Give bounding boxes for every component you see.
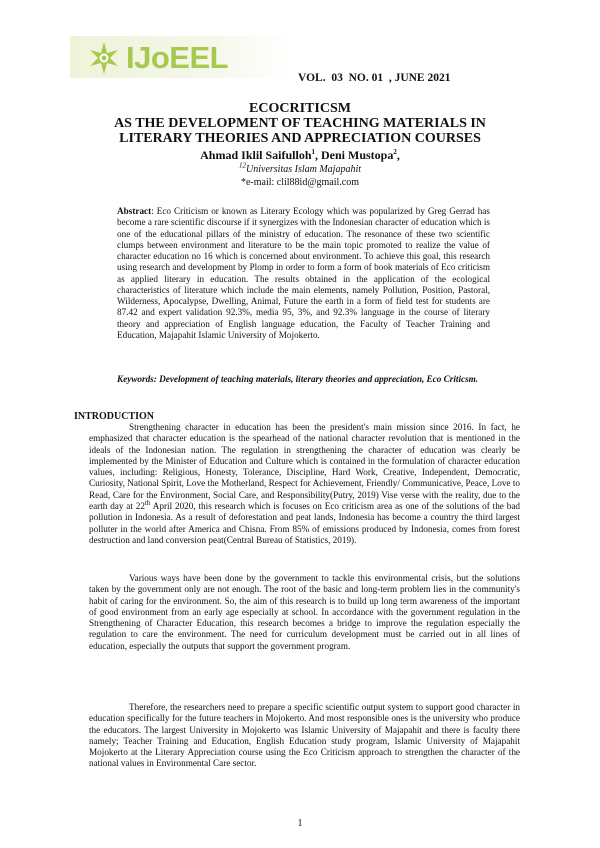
paragraph-text: Strengthening character in education has been the president's main mission since 2016. In fact, he emphasized that character education is the spearhead of the national character revolution that is mentioned in the ideals of the Indonesian nation. The regulation in strengthening the character of education was clearly be implemented by the Minister of Education and Culture which is contained in the formulation of character education values, including: Religious, Honesty, Tolerance, Discipline, Hard Work, Creative, Independent, Democratic, Curiosity, National Spirit, Love the Motherland, Respect for Achievement, Friendly/ Communicative, Peace, Love to Read, Care for the Environment, Social Care, and Responsibility(Putry, 2019) Vise verse with the reality, due to the earth day at 22 <box>89 422 520 512</box>
author-separator: , <box>315 148 322 162</box>
paragraph-text: April 2020, this research which is focuses on Eco criticism area as one of the solutions of the bad pollution in Indonesia. As a result of deforestation and peat lands, Indonesia has become a country the third largest polluter in the world after America and Chisna. From 85% of emissions produced by Indonesia, comes from forest destruction and land conversion peat(Central Bureau of Statistics, 2019). <box>89 501 520 545</box>
page-number: 1 <box>297 818 303 829</box>
author-affiliation-mark: 2 <box>393 148 397 156</box>
section-heading: INTRODUCTION <box>74 411 155 422</box>
title-line: AS THE DEVELOPMENT OF TEACHING MATERIALS IN <box>114 116 486 131</box>
author-trailing-comma: , <box>396 148 400 162</box>
body-paragraph <box>89 422 520 546</box>
journal-logo-text: IJoEEL <box>126 40 229 75</box>
paper-title <box>60 101 540 146</box>
affiliation <box>60 161 540 175</box>
volume-info: VOL. 03 NO. 01 , JUNE 2021 <box>298 72 451 84</box>
body-paragraph: Therefore, the researchers need to prepare a specific scientific output system to support good character in education specifically for the future teachers in Mojokerto. And most responsible ones is the university who produce the educators. The largest University in Mojokerto was Islamic University of Majapahit and there is faculty there namely; Teacher Training and Education, English Education study program, Islamic University of Majapahit Mojokerto at the Literary Appreciation course using the Eco Criticism approach to strengthen the character of the national values in Environmental Care sector. <box>89 702 520 769</box>
affiliation-name: Universitas Islam Majapahit <box>246 164 361 175</box>
abstract-text: : Eco Criticism or known as Literary Ecology which was popularized by Greg Gerrad has become a rare scientific discourse if it synergizes with the Indonesian character of education which is one of the educational pillars of the ministry of education. The resonance of these two scientific clumps between environment and literature to be the main topic promoted to realize the value of character education no 16 which is concerned about environment. To achieve this goal, this research using research and development by Plomp in order to form a form of book materials of Eco criticism as applied literary in education. The results obtained in the application of the ecological characteristics of literature which include the main elements, namely Pollution, Position, Pastoral, Wilderness, Apocalypse, Dwelling, Animal, Future the earth in a form of field test for students are 87.42 and expert validation 92.3%, media 95, 3%, and 92.3% language in the course of literary theory and appreciation of English language education, the Faculty of Teacher Training and Education, Majapahit Islamic University of Mojokerto. <box>117 206 490 340</box>
title-line: ECOCRITICSM <box>249 101 351 116</box>
abstract-label: Abstract <box>117 206 152 216</box>
journal-logo-icon <box>86 40 122 76</box>
author-list <box>60 148 540 163</box>
author-name: Ahmad Iklil Saifulloh <box>200 148 312 162</box>
affiliation-mark: 12 <box>239 161 246 170</box>
contact-email: *e-mail: clil88id@gmail.com <box>240 177 360 188</box>
body-paragraph: Various ways have been done by the government to tackle this environmental crisis, but the solutions taken by the government only are not enough. The root of the basic and long-term problem lies in the community's habit of caring for the environment. So, the aim of this research is to build up long term awareness of the important of good environment from an early age especially at school. In accordance with the government regulation in the Strengthening of Character Education, this research becomes a bridge to improve the regulation especially the regulation to care the environment. The need for curriculum development must be carried out in all lines of education, especially the outputs that support the government program. <box>89 573 520 651</box>
author-name: Deni Mustopa <box>321 148 394 162</box>
author-affiliation-mark: 1 <box>311 148 316 156</box>
ordinal-suffix: th <box>144 499 151 508</box>
title-line: LITERARY THEORIES AND APPRECIATION COURSES <box>119 131 481 146</box>
keywords: Keywords: Development of teaching materials, literary theories and appreciation, Eco Criticsm. <box>117 374 479 384</box>
abstract <box>117 206 490 341</box>
